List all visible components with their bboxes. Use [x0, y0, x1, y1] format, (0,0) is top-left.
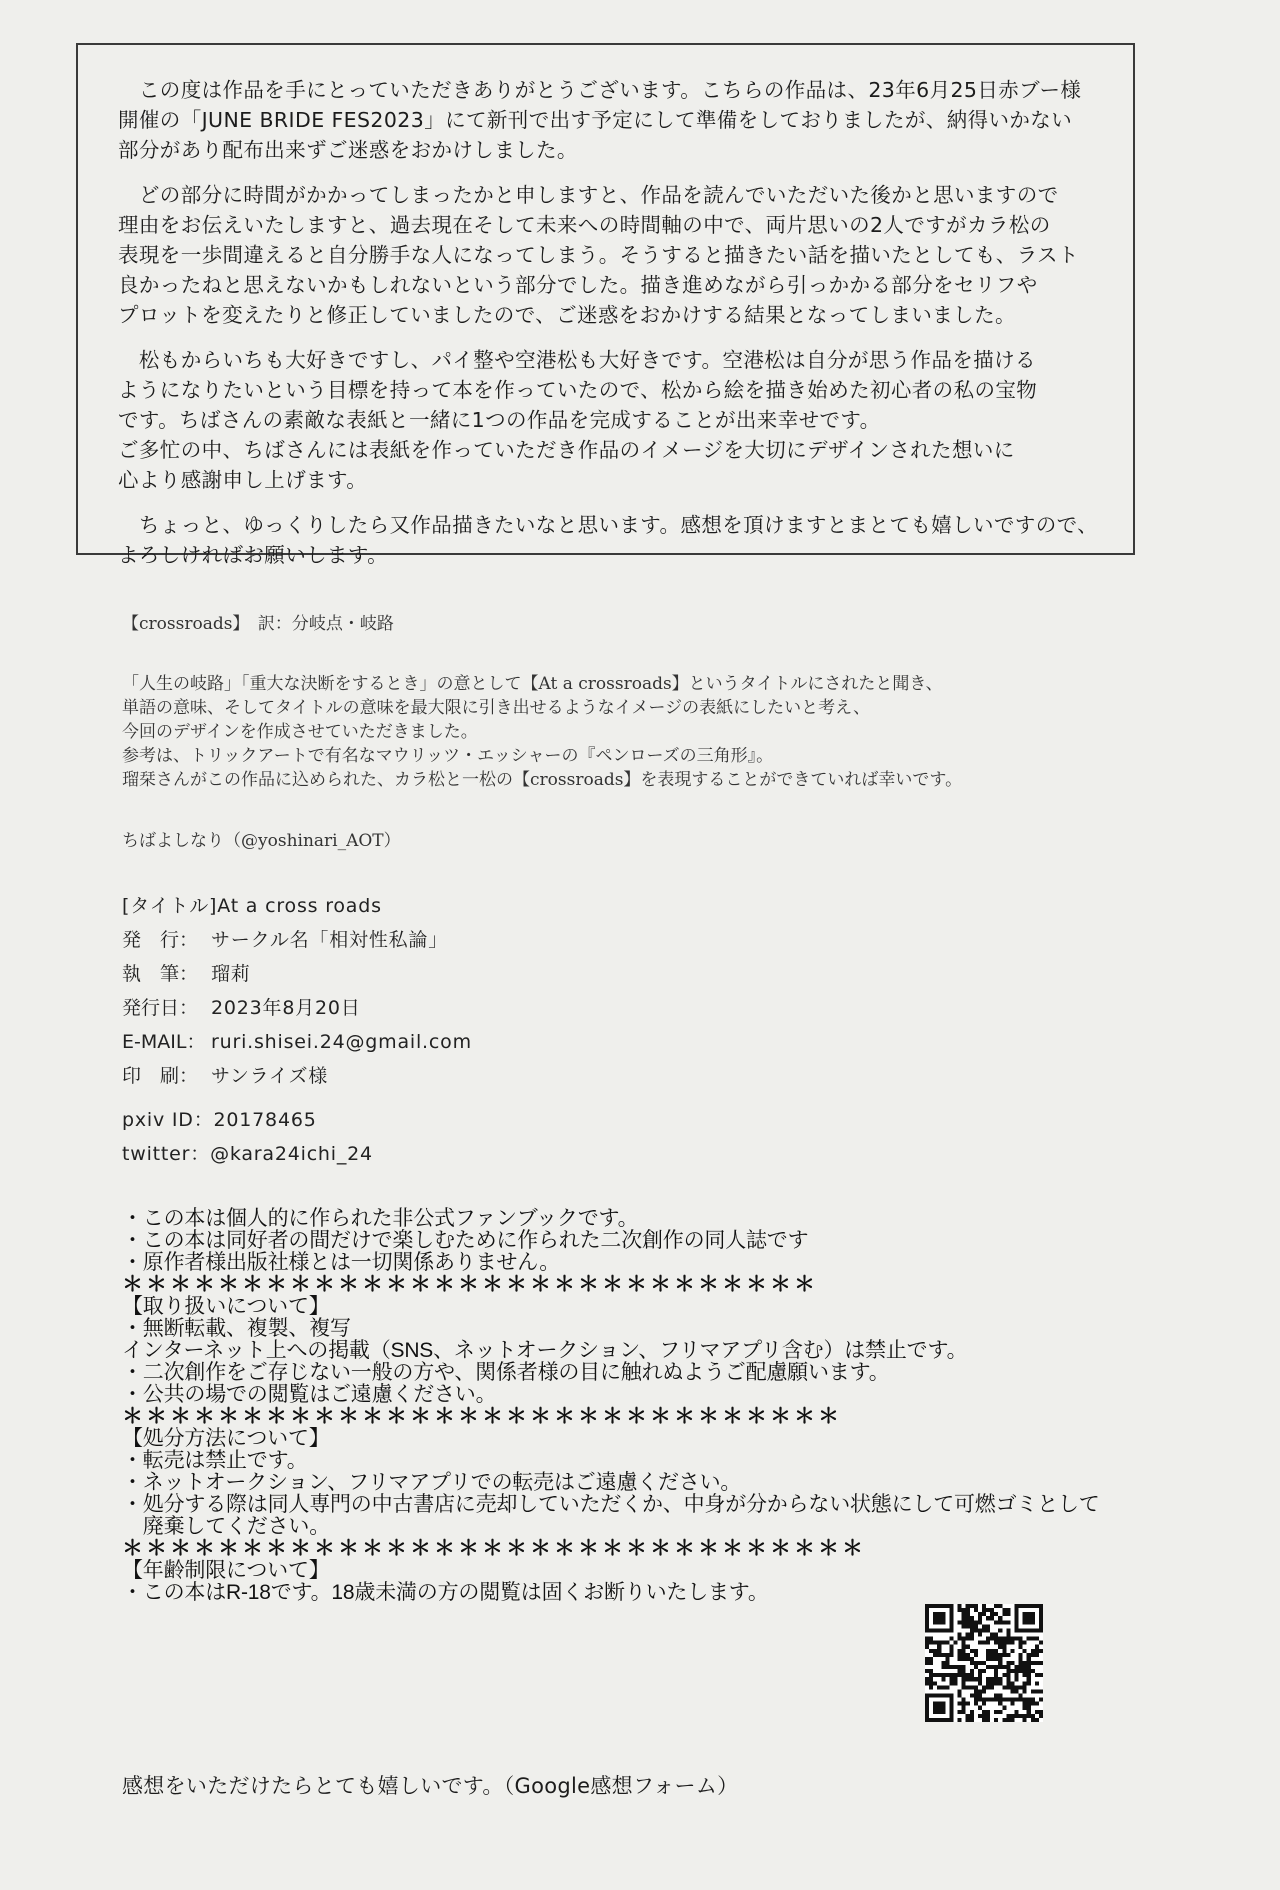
notice-line: ・処分する際は同人専門の中古書店に売却していただくか、中身が分からない状態にして可燃ゴミとして — [122, 1493, 1100, 1516]
colophon-email-value: ruri.shisei.24@gmail.com — [211, 1031, 472, 1053]
notice-line: ・転売は禁止です。 — [122, 1449, 308, 1472]
afterword-paragraph-3: 松もからいちも大好きですし、パイ整や空港松も大好きです。空港松は自分が思う作品を描ける ようになりたいという目標を持って本を作っていたので、松から絵を描き始めた初心者の私の宝物 です。ちばさんの素敵な表紙と一緒に1つの作品を完成することが出来幸せです。 ご多忙の中、ちばさんには表紙を作っていただき作品のイメージを大切にデザインされた想いに 心より感謝申し上げます。 — [118, 348, 1038, 492]
colophon-title-row — [122, 889, 472, 923]
colophon-email-row — [122, 1025, 472, 1059]
colophon-twitter: twitter：@kara24ichi_24 — [122, 1143, 373, 1165]
notice-heading: 【年齢制限について】 — [122, 1559, 330, 1582]
notice-line: ・公共の場での閲覧はご遠慮ください。 — [122, 1383, 497, 1406]
cover-credit-body: 「人生の岐路」「重大な決断をするとき」の意として【At a crossroads】というタイトルにされたと聞き、 単語の意味、そしてタイトルの意味を最大限に引き出せるようなイメージの表紙にしたいと考え、 今回のデザインを作成させていただきました。 参考は、トリックアートで有名なマウリッツ・エッシャーの『ペンローズの三角形』。 瑠栞さんがこの作品に込められた、カラ松と一松の【crossroads】を表現することができていれば幸いです。 — [122, 674, 963, 790]
colophon-date-row — [122, 991, 472, 1025]
afterword-paragraph-2: どの部分に時間がかかってしまったかと申しますと、作品を読んでいただいた後かと思いますので 理由をお伝えいたしますと、過去現在そして未来への時間軸の中で、両片思いの2人ですがカラ松の 表現を一歩間違えると自分勝手な人になってしまう。そうすると描きたい話を描いたとしても、ラスト 良かったねと思えないかもしれないという部分でした。描き進めながら引っかかる部分をセリフや プロットを変えたりと修正していましたので、ご迷惑をおかけする結果となってしまいました。 — [118, 183, 1079, 327]
colophon-email-label: E-MAIL： — [122, 1031, 206, 1053]
colophon — [122, 889, 472, 1171]
afterword-paragraph-1: この度は作品を手にとっていただきありがとうございます。こちらの作品は、23年6月25日赤ブー様 開催の「JUNE BRIDE FES2023」にて新刊で出す予定にして準備をしておりましたが、納得いかない 部分があり配布出来ずご迷惑をおかけしました。 — [118, 78, 1082, 162]
colophon-author-row — [122, 957, 472, 991]
notice-divider: ＊＊＊＊＊＊＊＊＊＊＊＊＊＊＊＊＊＊＊＊＊＊＊＊＊＊＊＊＊ — [122, 1273, 818, 1296]
cover-credit — [122, 609, 1122, 851]
notice-line: ・無断転載、複製、複写 — [122, 1317, 351, 1340]
colophon-author-value: 瑠莉 — [211, 963, 251, 985]
notice-section — [122, 1208, 1182, 1604]
notice-line: ・この本はR-18です。18歳未満の方の閲覧は固くお断りいたします。 — [122, 1581, 769, 1604]
notice-line: 廃棄してください。 — [122, 1515, 330, 1538]
notice-line: ・ネットオークション、フリマアプリでの転売はご遠慮ください。 — [122, 1471, 742, 1494]
colophon-printer-value: サンライズ様 — [211, 1065, 329, 1087]
qr-code[interactable] — [925, 1604, 1043, 1722]
cover-credit-signature: ちばよしなり（@yoshinari_AOT） — [122, 831, 401, 851]
notice-line: ・この本は個人的に作られた非公式ファンブックです。 — [122, 1207, 639, 1230]
notice-line: インターネット上への掲載（SNS、ネットオークション、フリマアプリ含む）は禁止です。 — [122, 1339, 968, 1362]
notice-heading: 【取り扱いについて】 — [122, 1295, 330, 1318]
colophon-printer-label: 印 刷： — [122, 1065, 199, 1087]
afterword-paragraph-4: ちょっと、ゆっくりしたら又作品描きたいなと思います。感想を頂けますとまとても嬉しいですので、 よろしければお願いします。 — [118, 513, 1099, 567]
colophon-publisher-label: 発 行： — [122, 929, 199, 951]
notice-line: ・この本は同好者の間だけで楽しむために作られた二次創作の同人誌です — [122, 1229, 809, 1252]
colophon-date-value: 2023年8月20日 — [211, 997, 361, 1019]
colophon-pixiv: pxiv ID：20178465 — [122, 1109, 317, 1131]
notice-line: ・二次創作をご存じない一般の方や、関係者様の目に触れぬようご配慮願います。 — [122, 1361, 890, 1384]
notice-divider: ＊＊＊＊＊＊＊＊＊＊＊＊＊＊＊＊＊＊＊＊＊＊＊＊＊＊＊＊＊＊ — [122, 1405, 842, 1428]
colophon-title-label: [タイトル] — [122, 895, 218, 917]
colophon-printer-row — [122, 1059, 472, 1093]
qr-code-icon — [925, 1604, 1043, 1722]
notice-line: ・原作者様出版社様とは一切関係ありません。 — [122, 1251, 561, 1274]
cover-credit-heading: 【crossroads】 訳：分岐点・岐路 — [122, 614, 394, 634]
colophon-author-label: 執 筆： — [122, 963, 199, 985]
notice-divider: ＊＊＊＊＊＊＊＊＊＊＊＊＊＊＊＊＊＊＊＊＊＊＊＊＊＊＊＊＊＊＊ — [122, 1537, 866, 1560]
afterword-box — [76, 43, 1135, 567]
colophon-publisher-value: サークル名「相対性私論」 — [211, 929, 449, 951]
colophon-title-value: At a cross roads — [217, 895, 382, 917]
feedback-form-note: 感想をいただけたらとても嬉しいです。（Google感想フォーム） — [122, 1774, 739, 1798]
colophon-date-label: 発行日： — [122, 997, 199, 1019]
notice-heading: 【処分方法について】 — [122, 1427, 330, 1450]
colophon-publisher-row — [122, 923, 472, 957]
